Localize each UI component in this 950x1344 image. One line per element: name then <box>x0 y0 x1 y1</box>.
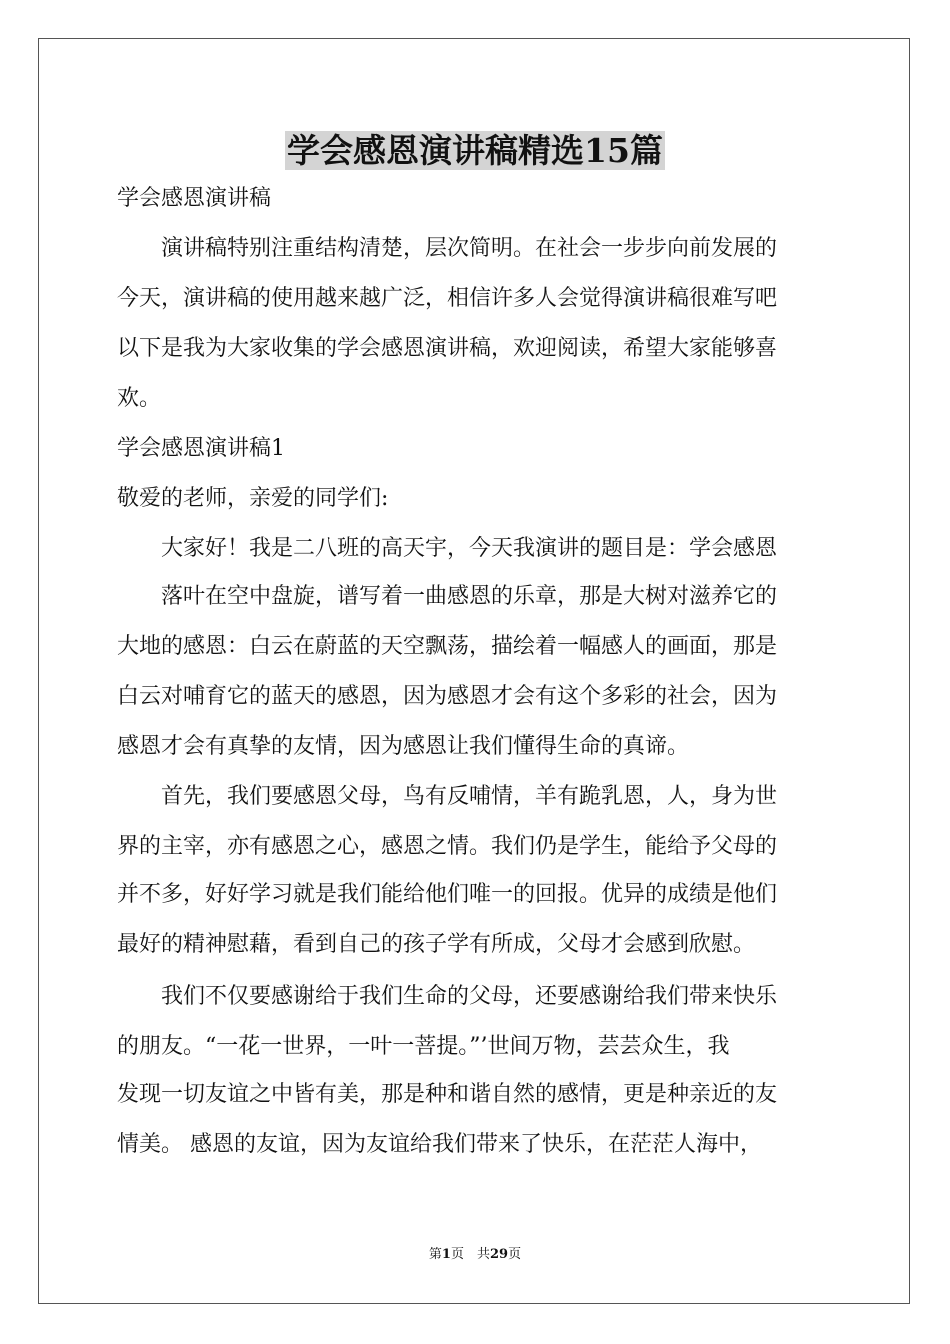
section-heading: 学会感恩演讲稿1 <box>117 436 285 461</box>
footer-suffix: 页 <box>508 1247 522 1262</box>
paragraph-line: 并不多，好好学习就是我们能给他们唯一的回报。优异的成绩是他们 <box>117 882 778 907</box>
paragraph-line: 大地的感恩：白云在蔚蓝的天空飘荡，描绘着一幅感人的画面，那是 <box>117 634 778 659</box>
paragraph-line: 界的主宰，亦有感恩之心，感恩之情。我们仍是学生，能给予父母的 <box>117 834 778 859</box>
subheading: 学会感恩演讲稿 <box>117 186 272 211</box>
paragraph-line: 发现一切友谊之中皆有美，那是种和谐自然的感情，更是种亲近的友 <box>117 1082 778 1107</box>
current-page-number: 1 <box>441 1247 451 1262</box>
paragraph-line: 欢。 <box>117 386 162 411</box>
paragraph-line: 情美。 感恩的友谊，因为友谊给我们带来了快乐，在茫茫人海中， <box>117 1132 762 1157</box>
paragraph-line: 演讲稿特别注重结构清楚，层次简明。在社会一步步向前发展的 <box>117 236 778 261</box>
footer-prefix: 第 <box>428 1247 442 1262</box>
paragraph-line: 大家好！我是二八班的高天宇，今天我演讲的题目是：学会感恩 <box>117 536 778 561</box>
paragraph-line: 感恩才会有真挚的友情，因为感恩让我们懂得生命的真谛。 <box>117 734 690 759</box>
salutation: 敬爱的老师，亲爱的同学们: <box>117 486 389 511</box>
document-title: 学会感恩演讲稿精选15篇 <box>287 131 663 170</box>
paragraph-line: 我们不仅要感谢给于我们生命的父母，还要感谢给我们带来快乐 <box>117 984 778 1009</box>
paragraph-line: 白云对哺育它的蓝天的感恩，因为感恩才会有这个多彩的社会，因为 <box>117 684 778 709</box>
total-page-count: 29 <box>489 1247 509 1262</box>
footer-mid: 页 共 <box>450 1247 490 1262</box>
paragraph-line: 以下是我为大家收集的学会感恩演讲稿，欢迎阅读，希望大家能够喜 <box>117 336 778 361</box>
paragraph-line: 最好的精神慰藉，看到自己的孩子学有所成，父母才会感到欣慰。 <box>117 932 756 957</box>
paragraph-line: 的朋友。“一花一世界，一叶一菩提。”’世间万物，芸芸众生，我 <box>117 1034 730 1059</box>
page-border <box>38 38 910 1304</box>
page-footer <box>0 1246 950 1264</box>
paragraph-line: 落叶在空中盘旋，谱写着一曲感恩的乐章，那是大树对滋养它的 <box>117 584 778 609</box>
paragraph-line: 今天，演讲稿的使用越来越广泛，相信许多人会觉得演讲稿很难写吧 <box>117 286 778 311</box>
paragraph-line: 首先，我们要感恩父母，鸟有反哺情，羊有跪乳恩，人，身为世 <box>117 784 778 809</box>
